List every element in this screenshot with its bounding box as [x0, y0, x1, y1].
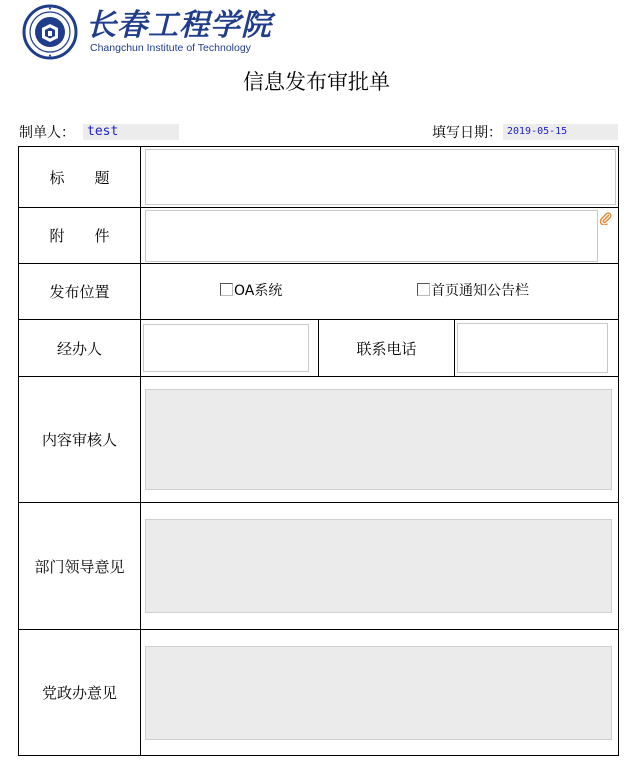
- dept-leader-label: 部门领导意见: [19, 503, 141, 630]
- approval-form-table: [18, 146, 619, 756]
- phone-label: 联系电话: [319, 320, 455, 377]
- school-logo: [22, 5, 272, 59]
- date-field[interactable]: 2019-05-15: [503, 124, 618, 140]
- contact-row: [19, 320, 619, 377]
- handler-input[interactable]: [143, 324, 309, 372]
- party-office-label: 党政办意见: [19, 630, 141, 756]
- dept-leader-cell: [141, 503, 619, 630]
- handler-cell: [141, 320, 319, 377]
- school-name-cn: 长春工程学院: [86, 7, 272, 43]
- party-office-textarea[interactable]: [145, 646, 612, 740]
- reviewer-textarea[interactable]: [145, 389, 612, 490]
- form-title: 信息发布审批单: [243, 70, 390, 94]
- creator-field[interactable]: test: [83, 124, 179, 140]
- title-cell: [141, 147, 619, 208]
- title-label: 标 题: [19, 147, 141, 208]
- school-name-en: Changchun Institute of Technology: [90, 41, 251, 54]
- publish-position-row: [19, 264, 619, 320]
- homepage-checkbox[interactable]: [417, 283, 430, 296]
- title-input[interactable]: [145, 149, 616, 205]
- phone-cell: [455, 320, 619, 377]
- reviewer-cell: [141, 377, 619, 503]
- oa-checkbox[interactable]: [220, 283, 233, 296]
- title-row: [19, 147, 619, 208]
- dept-leader-row: [19, 503, 619, 630]
- attachment-row: [19, 208, 619, 264]
- option-homepage[interactable]: [417, 280, 529, 300]
- option-oa[interactable]: [220, 280, 282, 300]
- date-label: 填写日期：: [432, 125, 502, 141]
- reviewer-row: [19, 377, 619, 503]
- party-office-cell: [141, 630, 619, 756]
- publish-position-cell: [141, 264, 619, 320]
- school-seal-icon: [22, 4, 78, 60]
- dept-leader-textarea[interactable]: [145, 519, 612, 613]
- party-office-row: [19, 630, 619, 756]
- attachment-cell: [141, 208, 619, 264]
- phone-input[interactable]: [457, 323, 608, 373]
- school-name: [86, 7, 272, 55]
- handler-label: 经办人: [19, 320, 141, 377]
- publish-position-label: 发布位置: [19, 264, 141, 320]
- option-homepage-label: 首页通知公告栏: [431, 282, 529, 299]
- creator-label: 制单人：: [19, 125, 75, 141]
- option-oa-label: OA系统: [234, 282, 283, 299]
- reviewer-label: 内容审核人: [19, 377, 141, 503]
- attachment-label: 附 件: [19, 208, 141, 264]
- attachment-input[interactable]: [145, 210, 598, 262]
- paperclip-icon[interactable]: [599, 211, 612, 229]
